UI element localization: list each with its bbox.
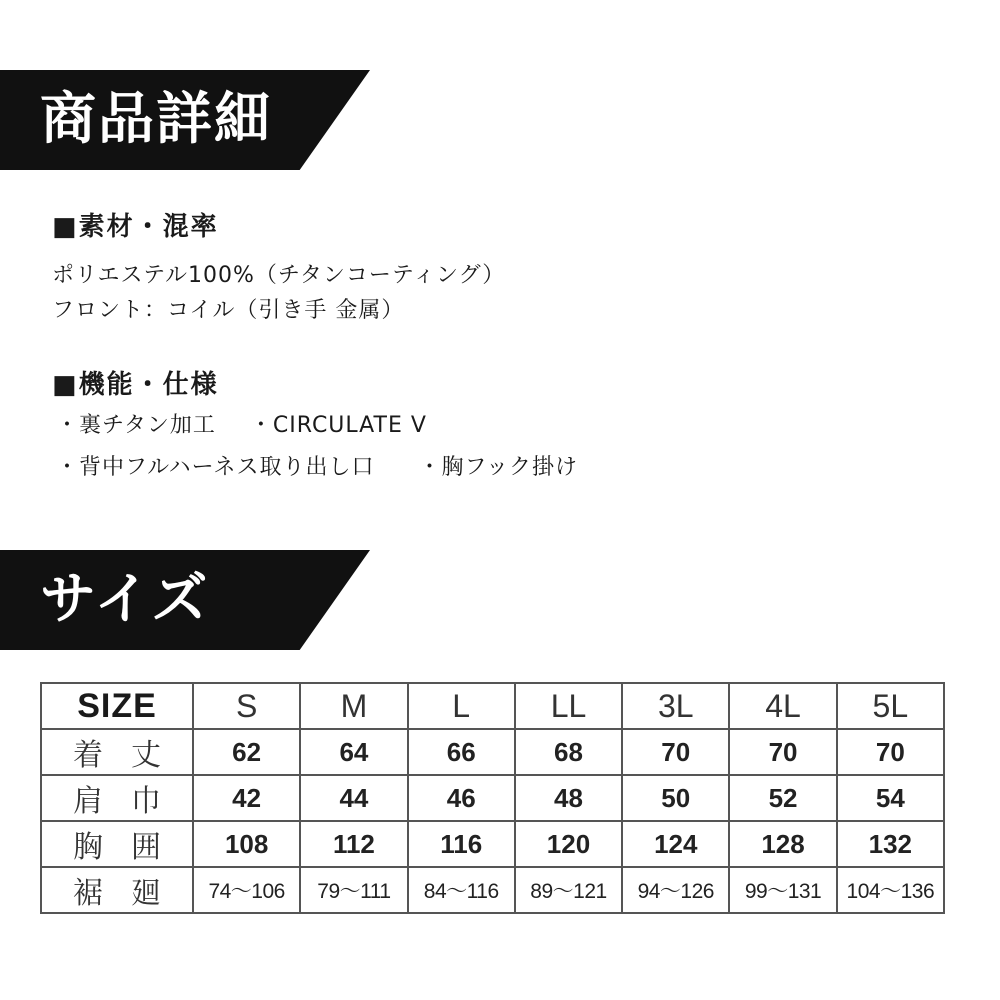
feature-list-row-2: [56, 450, 578, 481]
feature-item: ・背中フルハーネス取り出し口: [56, 455, 375, 480]
table-cell: 108: [193, 821, 300, 867]
feature-item: ・胸フック掛け: [418, 455, 578, 480]
table-cell: 116: [408, 821, 515, 867]
row-label-hem: 裾廻: [41, 867, 193, 913]
table-row: [41, 775, 944, 821]
table-cell: 54: [837, 775, 944, 821]
size-col-header: LL: [515, 683, 622, 729]
size-col-header: L: [408, 683, 515, 729]
table-cell: 46: [408, 775, 515, 821]
size-col-header: 3L: [622, 683, 729, 729]
table-cell: 99～131: [729, 867, 836, 913]
size-corner-label: SIZE: [41, 683, 193, 729]
table-cell: 70: [622, 729, 729, 775]
table-cell: 50: [622, 775, 729, 821]
feature-list-row-1: [56, 408, 427, 439]
size-banner-title: サイズ: [40, 567, 210, 632]
row-label-shoulder: 肩巾: [41, 775, 193, 821]
row-label-length: 着丈: [41, 729, 193, 775]
table-cell: 79～111: [300, 867, 407, 913]
table-cell: 112: [300, 821, 407, 867]
table-cell: 104～136: [837, 867, 944, 913]
material-line-2: フロント：コイル（引き手 金属）: [52, 298, 405, 323]
table-cell: 52: [729, 775, 836, 821]
table-cell: 70: [729, 729, 836, 775]
table-cell: 120: [515, 821, 622, 867]
size-table: [40, 682, 945, 914]
table-cell: 84～116: [408, 867, 515, 913]
features-heading: ■機能・仕様: [52, 370, 219, 400]
table-cell: 128: [729, 821, 836, 867]
table-cell: 124: [622, 821, 729, 867]
size-header-row: [41, 683, 944, 729]
table-cell: 64: [300, 729, 407, 775]
table-cell: 89～121: [515, 867, 622, 913]
table-cell: 66: [408, 729, 515, 775]
feature-item: ・裏チタン加工: [56, 413, 216, 438]
table-cell: 94～126: [622, 867, 729, 913]
size-col-header: 5L: [837, 683, 944, 729]
material-heading: ■素材・混率: [52, 212, 219, 242]
table-cell: 68: [515, 729, 622, 775]
row-label-chest: 胸囲: [41, 821, 193, 867]
table-row: [41, 729, 944, 775]
feature-item: ・CIRCULATE V: [249, 413, 427, 438]
material-line-1: ポリエステル100%（チタンコーティング）: [52, 263, 506, 288]
table-cell: 62: [193, 729, 300, 775]
table-cell: 70: [837, 729, 944, 775]
table-cell: 42: [193, 775, 300, 821]
table-cell: 44: [300, 775, 407, 821]
size-col-header: M: [300, 683, 407, 729]
table-row: [41, 867, 944, 913]
table-cell: 132: [837, 821, 944, 867]
table-cell: 74～106: [193, 867, 300, 913]
table-cell: 48: [515, 775, 622, 821]
size-col-header: 4L: [729, 683, 836, 729]
details-banner-title: 商品詳細: [40, 87, 272, 152]
table-row: [41, 821, 944, 867]
size-col-header: S: [193, 683, 300, 729]
